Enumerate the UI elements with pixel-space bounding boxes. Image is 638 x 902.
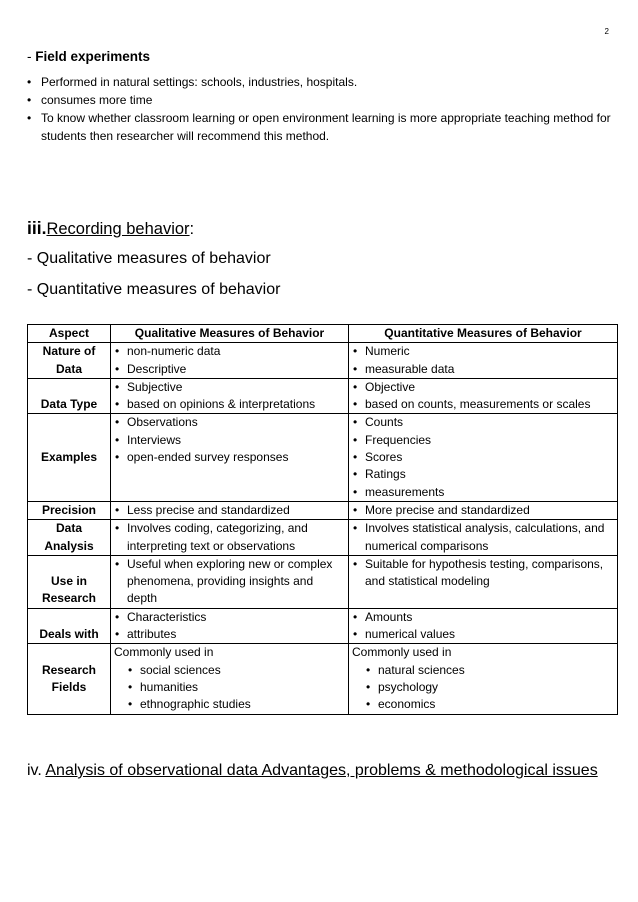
aspect-cell: Use in Research — [28, 555, 111, 608]
table-row — [28, 414, 618, 501]
cell-item: • Numeric — [352, 343, 614, 360]
section-number: iv. — [27, 762, 46, 779]
column-header: Aspect — [28, 325, 111, 343]
aspect-cell: Examples — [28, 414, 111, 501]
cell-item: • psychology — [365, 679, 614, 696]
qualitative-cell — [111, 501, 349, 519]
cell-item: • Characteristics — [114, 609, 345, 626]
table-row — [28, 501, 618, 519]
table-row — [28, 520, 618, 556]
cell-item: • social sciences — [127, 662, 345, 679]
cell-item: • Ratings — [352, 466, 614, 483]
qualitative-measures-line: - Qualitative measures of behavior — [27, 250, 271, 267]
cell-item: • Involves statistical analysis, calculations, and numerical comparisons — [352, 520, 614, 555]
quantitative-cell — [349, 644, 618, 714]
table-row — [28, 378, 618, 414]
qualitative-cell — [111, 555, 349, 608]
cell-intro: Commonly used in — [114, 645, 214, 660]
cell-item: • Interviews — [114, 432, 345, 449]
aspect-cell: Nature of Data — [28, 343, 111, 379]
heading-dash: - — [27, 49, 36, 64]
table-row — [28, 555, 618, 608]
table-row — [28, 343, 618, 379]
cell-item: • Involves coding, categorizing, and interpreting text or observations — [114, 520, 345, 555]
qualitative-cell — [111, 608, 349, 644]
aspect-cell: Data Type — [28, 378, 111, 414]
cell-item: • numerical values — [352, 626, 614, 643]
quantitative-cell — [349, 520, 618, 556]
quantitative-measures-line: - Quantitative measures of behavior — [27, 281, 281, 298]
list-item: • To know whether classroom learning or open environment learning is more appropriate teaching method for students then researcher will recommend this method. — [27, 109, 617, 145]
qualitative-cell — [111, 520, 349, 556]
cell-item: • Counts — [352, 414, 614, 431]
cell-intro: Commonly used in — [352, 645, 452, 660]
cell-item: • humanities — [127, 679, 345, 696]
cell-item: • measurements — [352, 484, 614, 501]
aspect-cell: Data Analysis — [28, 520, 111, 556]
cell-item: • attributes — [114, 626, 345, 643]
table-header-row — [28, 325, 618, 343]
section-title: Analysis of observational data Advantages, problems & methodological issues — [45, 762, 598, 779]
qualitative-cell — [111, 644, 349, 714]
cell-item: • open-ended survey responses — [114, 449, 345, 466]
table-row — [28, 644, 618, 714]
cell-item: • Less precise and standardized — [114, 502, 345, 519]
cell-item: • natural sciences — [365, 662, 614, 679]
cell-item: • measurable data — [352, 361, 614, 378]
qualitative-cell — [111, 343, 349, 379]
comparison-table — [27, 324, 618, 715]
column-header: Quantitative Measures of Behavior — [349, 325, 618, 343]
cell-item: • Objective — [352, 379, 614, 396]
cell-item: • based on opinions & interpretations — [114, 396, 345, 413]
section-heading-recording-behavior — [27, 218, 194, 239]
table-row — [28, 608, 618, 644]
quantitative-cell — [349, 343, 618, 379]
list-item: • consumes more time — [27, 91, 617, 109]
page-number: 2 — [604, 27, 609, 36]
cell-item: • based on counts, measurements or scales — [352, 396, 614, 413]
cell-item: • Amounts — [352, 609, 614, 626]
section-heading-analysis — [27, 758, 612, 783]
section-number: iii. — [27, 218, 47, 238]
quantitative-cell — [349, 378, 618, 414]
qualitative-cell — [111, 414, 349, 501]
cell-item: • Scores — [352, 449, 614, 466]
quantitative-cell — [349, 608, 618, 644]
heading-title: Field experiments — [35, 49, 151, 64]
aspect-cell: Research Fields — [28, 644, 111, 714]
section-title: Recording behavior — [46, 220, 190, 238]
qualitative-cell — [111, 378, 349, 414]
cell-item: • Useful when exploring new or complex phenomena, providing insights and depth — [114, 556, 345, 608]
aspect-cell: Precision — [28, 501, 111, 519]
cell-item: • Suitable for hypothesis testing, comparisons, and statistical modeling — [352, 556, 614, 591]
field-experiments-list — [27, 73, 617, 145]
quantitative-cell — [349, 414, 618, 501]
cell-item: • Descriptive — [114, 361, 345, 378]
cell-item: • More precise and standardized — [352, 502, 614, 519]
list-item: • Performed in natural settings: schools, industries, hospitals. — [27, 73, 617, 91]
quantitative-cell — [349, 501, 618, 519]
field-experiments-heading — [27, 49, 150, 64]
cell-item: • Observations — [114, 414, 345, 431]
section-colon: : — [189, 220, 195, 238]
cell-item: • ethnographic studies — [127, 696, 345, 713]
cell-item: • non-numeric data — [114, 343, 345, 360]
cell-item: • economics — [365, 696, 614, 713]
quantitative-cell — [349, 555, 618, 608]
cell-item: • Frequencies — [352, 432, 614, 449]
column-header: Qualitative Measures of Behavior — [111, 325, 349, 343]
aspect-cell: Deals with — [28, 608, 111, 644]
cell-item: • Subjective — [114, 379, 345, 396]
